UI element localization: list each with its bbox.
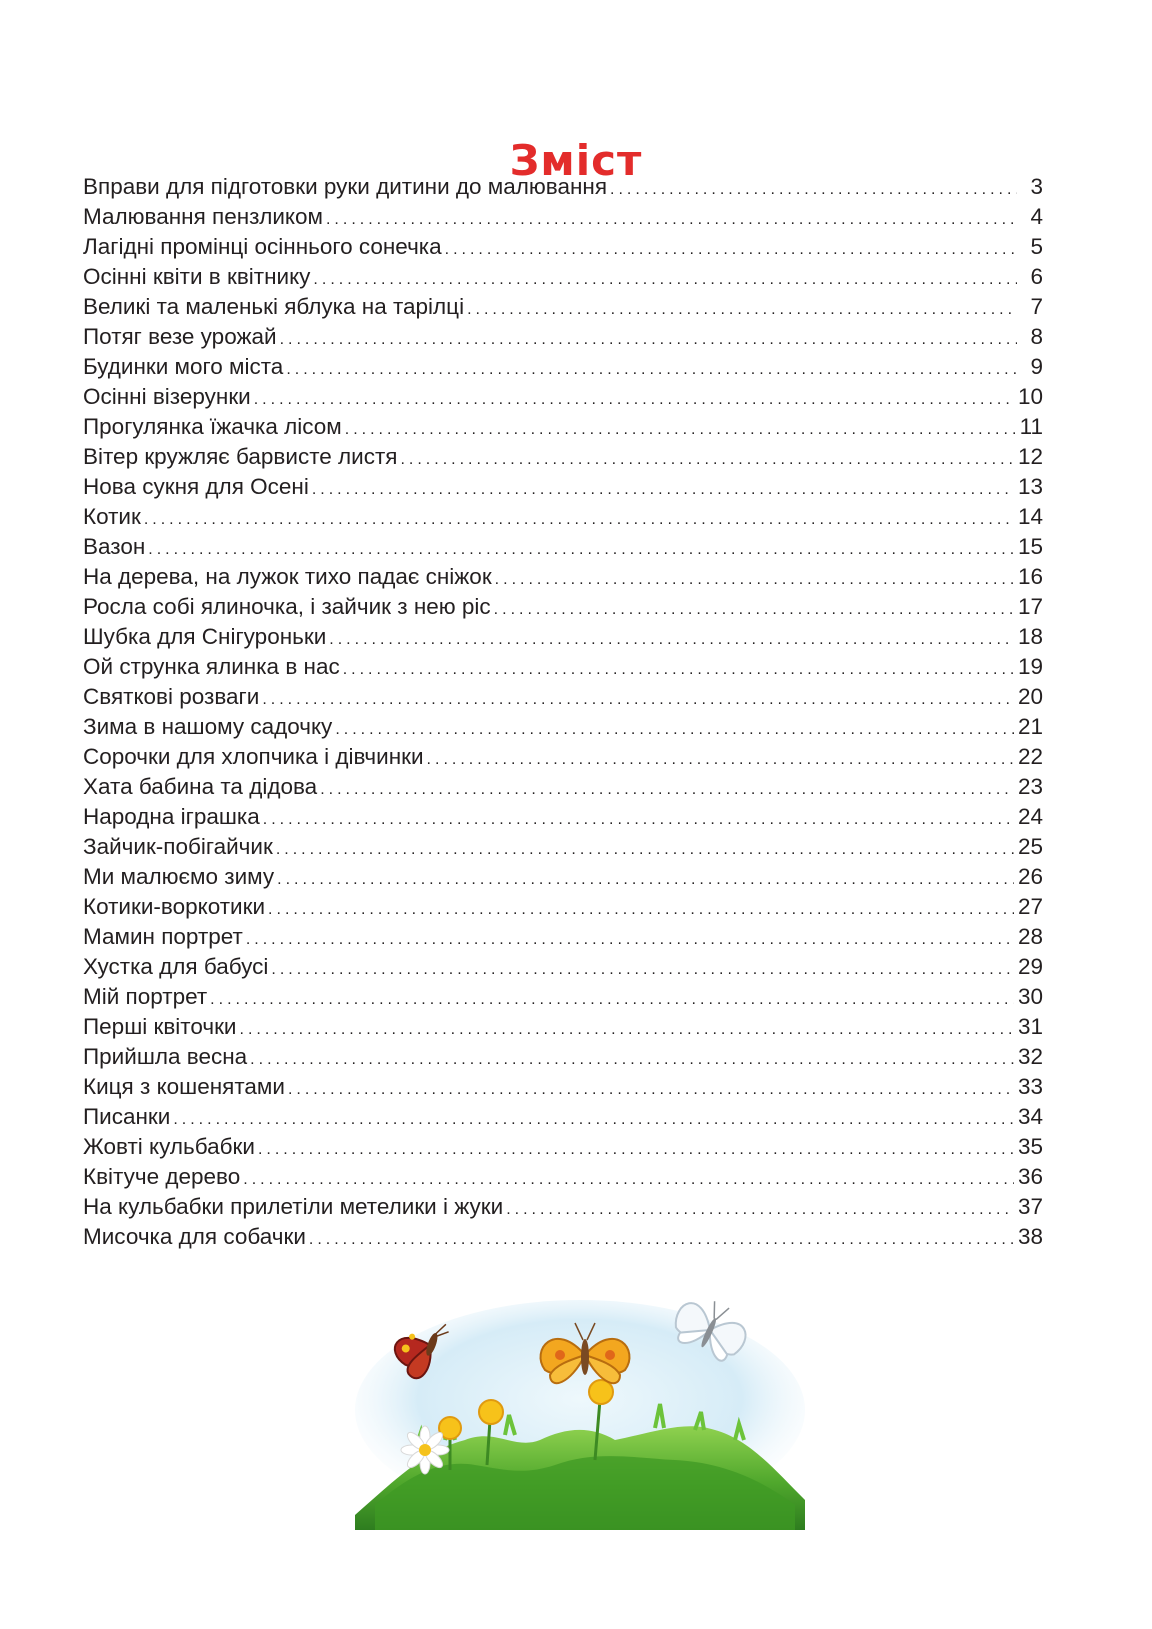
toc-entry-title: Святкові розваги (83, 684, 260, 709)
toc-entry (83, 322, 1043, 352)
toc-entry (83, 1222, 1043, 1252)
toc-entry-title: Народна іграшка (83, 804, 260, 829)
toc-entry-page: 9 (1030, 354, 1043, 379)
toc-entry-page: 3 (1030, 174, 1043, 199)
toc-entry-title: На кульбабки прилетіли метелики і жуки (83, 1194, 504, 1219)
toc-leader-dots (268, 895, 1014, 925)
toc-entry (83, 1162, 1043, 1192)
toc-leader-dots (345, 415, 1016, 445)
toc-leader-dots (610, 175, 1017, 205)
toc-leader-dots (210, 985, 1014, 1015)
daisy-icon (401, 1426, 449, 1474)
toc-entry-title: Потяг везе урожай (83, 324, 277, 349)
toc-entry (83, 742, 1043, 772)
toc-entry-page: 34 (1017, 1104, 1043, 1129)
toc-leader-dots (335, 715, 1014, 745)
toc-leader-dots (280, 325, 1017, 355)
toc-entry-title: Писанки (83, 1104, 171, 1129)
toc-entry-title: Прийшла весна (83, 1044, 248, 1069)
toc-entry (83, 982, 1043, 1012)
toc-entry-page: 19 (1017, 654, 1043, 679)
toc-entry-page: 25 (1017, 834, 1043, 859)
toc-entry (83, 172, 1043, 202)
toc-entry-page: 27 (1017, 894, 1043, 919)
toc-leader-dots (467, 295, 1017, 325)
toc-entry (83, 1012, 1043, 1042)
toc-entry (83, 1102, 1043, 1132)
toc-entry-page: 32 (1017, 1044, 1043, 1069)
toc-leader-dots (495, 565, 1014, 595)
toc-entry-page: 23 (1017, 774, 1043, 799)
toc-entry (83, 1072, 1043, 1102)
toc-entry (83, 652, 1043, 682)
toc-entry-title: Жовті кульбабки (83, 1134, 255, 1159)
toc-entry-title: Великі та маленькі яблука на тарілці (83, 294, 465, 319)
toc-leader-dots (144, 505, 1014, 535)
toc-leader-dots (254, 385, 1014, 415)
toc-entry-title: Ми малюємо зиму (83, 864, 275, 889)
toc-entry-page: 33 (1017, 1074, 1043, 1099)
toc-entry-title: Хустка для бабусі (83, 954, 269, 979)
toc-leader-dots (309, 1225, 1014, 1255)
toc-entry (83, 232, 1043, 262)
toc-entry-page: 37 (1017, 1194, 1043, 1219)
toc-entry-page: 5 (1030, 234, 1043, 259)
toc-entry-title: Осінні квіти в квітнику (83, 264, 311, 289)
toc-entry-title: Вазон (83, 534, 146, 559)
toc-entry-title: Зима в нашому садочку (83, 714, 333, 739)
toc-entry-title: Мисочка для собачки (83, 1224, 306, 1249)
toc-leader-dots (320, 775, 1014, 805)
toc-leader-dots (343, 655, 1014, 685)
toc-entry-page: 24 (1017, 804, 1043, 829)
toc-leader-dots (250, 1045, 1014, 1075)
toc-entry-page: 28 (1017, 924, 1043, 949)
toc-entry (83, 472, 1043, 502)
toc-entry-page: 17 (1017, 594, 1043, 619)
toc-leader-dots (262, 685, 1014, 715)
toc-leader-dots (277, 865, 1014, 895)
toc-entry-page: 35 (1017, 1134, 1043, 1159)
toc-entry (83, 952, 1043, 982)
toc-leader-dots (427, 745, 1014, 775)
toc-entry-title: Будинки мого міста (83, 354, 284, 379)
toc-entry (83, 1132, 1043, 1162)
toc-entry (83, 532, 1043, 562)
toc-entry (83, 862, 1043, 892)
toc-entry-page: 20 (1017, 684, 1043, 709)
toc-entry-page: 29 (1017, 954, 1043, 979)
toc-leader-dots (243, 1165, 1014, 1195)
toc-entry-title: Хата бабина та дідова (83, 774, 318, 799)
toc-leader-dots (173, 1105, 1014, 1135)
page-title: Зміст (509, 136, 643, 186)
toc-entry-page: 13 (1017, 474, 1043, 499)
toc-entry-page: 26 (1017, 864, 1043, 889)
toc-entry-page: 14 (1017, 504, 1043, 529)
toc-entry (83, 292, 1043, 322)
toc-entry-title: Прогулянка їжачка лісом (83, 414, 342, 439)
toc-entry-page: 36 (1017, 1164, 1043, 1189)
toc-leader-dots (258, 1135, 1014, 1165)
toc-entry-page: 12 (1017, 444, 1043, 469)
table-of-contents (83, 172, 1043, 1252)
toc-entry (83, 562, 1043, 592)
toc-entry-title: Лагідні промінці осіннього сонечка (83, 234, 442, 259)
toc-entry (83, 382, 1043, 412)
toc-entry-title: Киця з кошенятами (83, 1074, 285, 1099)
toc-entry-title: Зайчик-побігайчик (83, 834, 273, 859)
toc-leader-dots (494, 595, 1014, 625)
toc-entry (83, 592, 1043, 622)
toc-entry (83, 892, 1043, 922)
toc-entry-title: Сорочки для хлопчика і дівчинки (83, 744, 424, 769)
toc-leader-dots (329, 625, 1014, 655)
toc-entry-page: 6 (1030, 264, 1043, 289)
toc-leader-dots (445, 235, 1017, 265)
toc-leader-dots (148, 535, 1014, 565)
toc-entry-page: 16 (1017, 564, 1043, 589)
toc-leader-dots (263, 805, 1014, 835)
toc-leader-dots (288, 1075, 1014, 1105)
toc-entry-title: Квітуче дерево (83, 1164, 241, 1189)
toc-entry (83, 1192, 1043, 1222)
toc-entry-page: 21 (1017, 714, 1043, 739)
toc-leader-dots (246, 925, 1014, 955)
toc-leader-dots (271, 955, 1014, 985)
toc-entry-title: Мамин портрет (83, 924, 243, 949)
toc-entry-title: Осінні візерунки (83, 384, 251, 409)
toc-leader-dots (312, 475, 1014, 505)
toc-entry-title: Котики-воркотики (83, 894, 266, 919)
toc-entry-title: Росла собі ялиночка, і зайчик з нею ріс (83, 594, 491, 619)
meadow-illustration (355, 1300, 805, 1530)
toc-entry-title: Ой струнка ялинка в нас (83, 654, 340, 679)
toc-entry-page: 15 (1017, 534, 1043, 559)
toc-leader-dots (326, 205, 1017, 235)
toc-entry-page: 30 (1017, 984, 1043, 1009)
toc-leader-dots (313, 265, 1017, 295)
toc-leader-dots (286, 355, 1017, 385)
toc-entry (83, 502, 1043, 532)
toc-entry-title: Малювання пензликом (83, 204, 323, 229)
toc-leader-dots (240, 1015, 1014, 1045)
toc-entry (83, 922, 1043, 952)
toc-entry-title: Перші квіточки (83, 1014, 237, 1039)
toc-entry-page: 10 (1017, 384, 1043, 409)
toc-entry-title: Вітер кружляє барвисте листя (83, 444, 398, 469)
toc-entry-page: 38 (1017, 1224, 1043, 1249)
toc-entry-page: 8 (1030, 324, 1043, 349)
toc-entry-title: Нова сукня для Осені (83, 474, 309, 499)
toc-leader-dots (400, 445, 1014, 475)
toc-entry (83, 772, 1043, 802)
toc-entry-title: На дерева, на лужок тихо падає сніжок (83, 564, 492, 589)
toc-entry-page: 31 (1017, 1014, 1043, 1039)
toc-leader-dots (276, 835, 1014, 865)
toc-entry-page: 7 (1030, 294, 1043, 319)
toc-entry-page: 18 (1017, 624, 1043, 649)
toc-entry-page: 22 (1017, 744, 1043, 769)
toc-leader-dots (506, 1195, 1014, 1225)
toc-entry (83, 802, 1043, 832)
toc-entry (83, 202, 1043, 232)
toc-entry (83, 352, 1043, 382)
toc-entry-title: Шубка для Снігуроньки (83, 624, 327, 649)
toc-entry (83, 412, 1043, 442)
toc-entry-title: Мій портрет (83, 984, 208, 1009)
toc-entry-title: Вправи для підготовки руки дитини до малювання (83, 174, 608, 199)
toc-entry-page: 11 (1019, 414, 1043, 439)
toc-entry (83, 682, 1043, 712)
toc-entry (83, 1042, 1043, 1072)
toc-entry (83, 832, 1043, 862)
toc-entry-title: Котик (83, 504, 141, 529)
toc-entry (83, 622, 1043, 652)
toc-entry (83, 442, 1043, 472)
toc-entry (83, 712, 1043, 742)
toc-entry (83, 262, 1043, 292)
toc-entry-page: 4 (1030, 204, 1043, 229)
